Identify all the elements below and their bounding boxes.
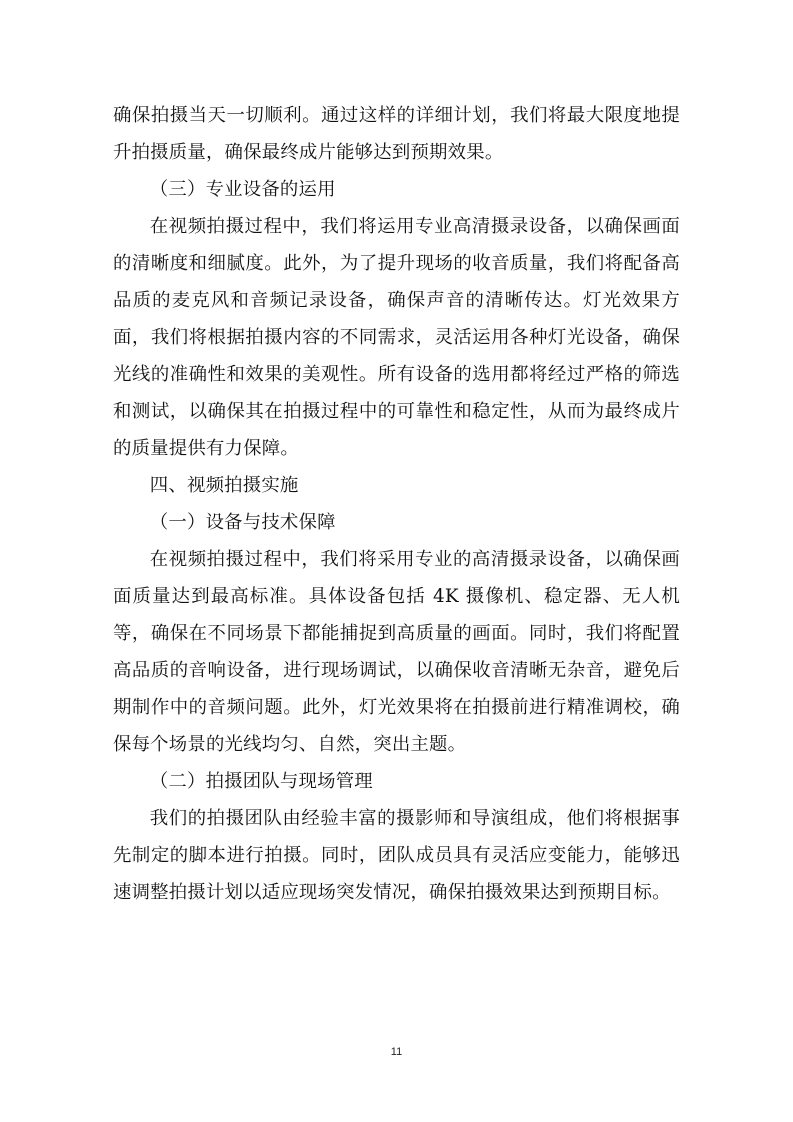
paragraph-shooting-plan-ending: 确保拍摄当天一切顺利。通过这样的详细计划，我们将最大限度地提升拍摄质量，确保最终成片能够达到预期效果。 <box>113 105 680 163</box>
page-number: 11 <box>390 1046 403 1058</box>
heading-team-site-management: （二）拍摄团队与现场管理 <box>149 771 373 792</box>
heading-professional-equipment: （三）专业设备的运用 <box>149 179 336 200</box>
heading-equipment-technical-support: （一）设备与技术保障 <box>149 512 336 533</box>
paragraph-equipment-usage: 在视频拍摄过程中，我们将运用专业高清摄录设备，以确保画面的清晰度和细腻度。此外，为了提升现场的收音质量，我们将配备高品质的麦克风和音频记录设备，确保声音的清晰传达。灯光效果方面，我们将根据拍摄内容的不同需求，灵活运用各种灯光设备，确保光线的准确性和效果的美观性。所有设备的选用都将经过严格的筛选和测试，以确保其在拍摄过程中的可靠性和稳定性，从而为最终成片的质量提供有力保障。 <box>113 216 680 459</box>
paragraph-team-site-management: 我们的拍摄团队由经验丰富的摄影师和导演组成，他们将根据事先制定的脚本进行拍摄。同时，团队成员具有灵活应变能力，能够迅速调整拍摄计划以适应现场突发情况，确保拍摄效果达到预期目标。 <box>113 808 680 903</box>
page-body <box>113 97 680 911</box>
paragraph-equipment-technical-support: 在视频拍摄过程中，我们将采用专业的高清摄录设备，以确保画面质量达到最高标准。具体设备包括 4K 摄像机、稳定器、无人机等，确保在不同场景下都能捕捉到高质量的画面。同时，我们将配置高品质的音响设备，进行现场调试，以确保收音清晰无杂音，避免后期制作中的音频问题。此外，灯光效果将在拍摄前进行精准调校，确保每个场景的光线均匀、自然，突出主题。 <box>113 549 680 755</box>
heading-video-shooting-implementation: 四、视频拍摄实施 <box>149 475 299 496</box>
